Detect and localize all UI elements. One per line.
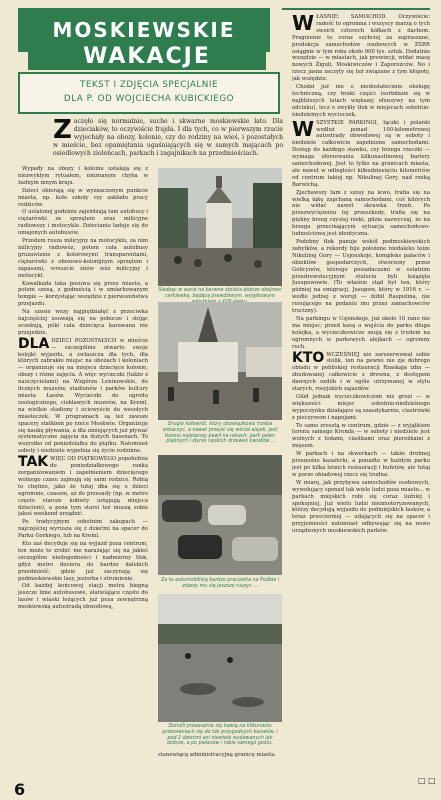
w1-dropcap: W <box>292 14 315 35</box>
right-para-5: Podobny tłok panuje wokół podmoskiewskich zabytków, a rekordy bije położone niedaleko teize Nikulinej Gory — Usjenskoje, kompleks pałaców i obiektów gospodarczych, stworzony przez Golicynów, którego posiadaczami w ostatnim przedrewolucyjnym stuleciu byli książęta Jusupowowie. (To właśnie stąd był ten, który później na emigracji, Jusupow, który w 1916 r. — wedle jednej z wersji — dobił Rasputina, nie rusującego na podaniu mu przez zamachowców trucizny). <box>292 239 430 315</box>
left-para-1: Wypady na obozy i kolonie ustalają się z niezwykłym rytuałem, nieznanym chyba w żadnym innym kraju. <box>18 166 148 186</box>
right-column <box>292 14 430 776</box>
lead-paragraph <box>53 115 283 158</box>
caption-1: Siedząc w aucie na barwne stoiska dobrze obejrzeć cerkiewkę, będącą prawdziwym, wyjątkowym <box>158 288 282 299</box>
photo-cars <box>158 455 282 575</box>
left-para-11: Od każdej końcowej stacji metra biegną jeszcze linie autobusowe, ułatwiające często do lasów i wiaski leżących już poza zewnętrzną moskiewską autostradą obwodową, <box>18 583 148 611</box>
caption-3: Za to automobilistą bardzo pracowita na Podbie i zdarzy mu się jeszcze ruszyć ... <box>160 578 280 589</box>
right-para-8: Głód jednak wycieczkowiczom nie grozi — w większości miejsc sobotnio-niedzielnego wypoczynku działające są szaszłykarnie, ciastrówki z pieczywem i napojami. <box>292 393 430 421</box>
right-para-3: SZYSTKIE PARKINGI, łączki i polanki wzdłuż ponad 100-kilometrowej autostrady obwodowej są w soboty i niedziele całkowicie zapełnione samochodami. Dostęp do każdego stawku, czy brzegu rzeczki — wymaga sforsowania kilkunastinowej bariery samochodowej. Jest to tylko na granicach miasta, ale nawet w odległości kilkudziesięciu kilometrów od centrum takiej np. Nikulinej Gory, nad rzeką Barwichą. <box>292 119 430 188</box>
title-line-1: MOSKIEWSKIE <box>52 18 236 42</box>
left-column <box>18 166 148 774</box>
caption-4: Dorośli przeważnie się bawią na kilkunastu przerwaniach się do tak przygodnych kanałów, i pod 2 dziećmi ani niewiele wydawanych jak dobrze, a po pielesów i takie samego gestu. <box>162 724 278 747</box>
left-para-6: Na szosie wozy najpiędziałęć z przeciwka najczęściej usuwają się na pobocze i stojąc oczekują, póki cała dziecięca karawana nie przejedzie. <box>18 309 148 336</box>
dla-dropcap: DLA <box>18 335 50 352</box>
left-para-3: O ustalonej godzinie zajeżdżają tam autobusy i ciężarówki ze sprzętem oraz milicyjne radiowozy i motocykle. Dziecianie ładuje się do umajonych autobusów. <box>18 209 148 237</box>
kto-dropcap: KTO <box>292 349 325 366</box>
right-para-10: W parkach i na skwerkach — także drobnej przenośne kasaferki, a ponadto w każdym parku jest po kilka letnich restauracji i bufetów, ale tutaj w porze obiadowej rzecz się trudna. <box>292 451 430 478</box>
mid-bottom-para-1: stanowiącą administracyjną granicę miasta. <box>158 752 277 758</box>
column-rule <box>282 8 430 10</box>
tak-dropcap: TAK <box>18 454 49 471</box>
caption-2: Drugie kołowrót, który obowiązkowo trzeba zobaczyć, a nawet przejść się wśród alejek, jest Ikeonu najstarszy pawił na rekach: park pełen pięknych i słynie rajskich drzewek kwiatów... <box>162 422 278 445</box>
left-para-9: Po tradycyjnym sobotnim zakupach — najczęściej wyrusza się z dziećmi na spacer do Parku Gorkiego, lub na Kreml. <box>18 519 148 540</box>
w2-dropcap: W <box>292 116 315 141</box>
right-para-1: ŁAŚNIE: SAMOCHÓD. Oczywiście: radość to ogromna i wszyscy marzą o tych swoich czterech kółkach z dachem. Pragnienie to coraz szybciej za zapraszane, produkcja samochodów osobowych w ZSRR osiągnie w tym roku około 900 tys. sztuk. Dodatnie wszędzie — w miastach, jak prowincji, widać masę nowych Żiguli, Moskiwiczów i Zaporożców. No i rzecz jasna zaczyty się też związane z tym kłopoty, jak wszędzie. <box>292 14 430 83</box>
left-para-4: Przodem rusza milicyjny na motocyklu, za nim milicyjny radiowóz, potem cała autobusy gruzawiznie z kolorowymi transparentami, ciężarówki z obozowo-kolonijnym sprzętem i zapasami, wreszcie znów wóz milicyjny i motocykl. <box>18 238 148 279</box>
left-para-5: Kawalkada taka posuwa się przez miasto, a potem szosą, z godnością i w umiarkowanym tempie — korzystając wszędzie z pierwszeństwa przejazdu. <box>18 280 148 308</box>
page-number: 6 <box>14 780 26 799</box>
right-para-4: Zjechawszy tam z szosy na lewo, trafia się na wielką łąkę zapchaną samochodami, coś kitórych nie widać nawet skrawka trzeń. Po przezwyciężeniu tej przeszkody, trafia się na piękny brzeg czystej rzeki, gdzie zazwyczaj, że na brzegu przecinającym sytuacja samochodowo-ludnościowa jest identyczna. <box>292 189 430 238</box>
left-para-8: WIĘC OD PIĄTKOWEGO popołudnia do poniedziałkowego ranka zorganizowaniem i zapełnieniem dziecięcego wolnego czasu zajmują się sami rodzice. Robią to chętnie, jako że tutaj dba się o dzieci ogromnie, czasem, aż do przesady (np. w metro często starsze kobiety ustępują miejsca dzieciom), a poza tym starsi też muszą sobie jakoś weekend urządzić. <box>18 456 148 518</box>
dropcap-spacer <box>18 118 50 148</box>
title-line-2: WAKACJE <box>83 43 211 69</box>
right-para-6: Na parkingu w Usjenskoje, już około 10 rano nie ma miejsc; przed kasą u wejścia do parku długa kolejka, a wycieczkowicze snują się z trudem na ogromnych w parkowych alejkach — ogromny ruch. <box>292 315 430 350</box>
title-banner-bottom <box>28 42 266 70</box>
left-para-10: Kto zaś decyduje się na wyjazd poza centrum, ten może to zrobić nie narażając się na jakieś szczególne niedogodności i nadmierny tłok, gdyż metro dociera do bardzo dalekich przedmieść, gdzie już zaczynają się podmoskiewskie lasy, jeziorka i strumienie. <box>18 541 148 582</box>
right-para-2: Chodzi już nie o niedostatecznie obsługę techniczną, czy braki części (sorbdazie się w najbliższych latach większej ofensywy na tym odcinku), lecz o zwykły tłok w miejscach sobotnio-niedzielnych wycieczek. <box>292 84 430 118</box>
end-mark: □ □ <box>418 776 436 785</box>
right-para-7: WCZEŚNIEJ nie zarezerwował sobie stolik, ten na pewno nie zje dobrego obiadu w pobliskiej restauracji Rzaskaja izba — zbudowanej całkowicie z drewna, z dostępem dawnych ozdób i w ogóle utrzymanej w stylu starych, rosyjskich zajazdów. <box>292 351 430 393</box>
left-para-7: DZIECI POZOSTAŁYCH w mieście — szczególnie otwarto swoje kolejki wyjazdu, a zwłaszcza dla tych, dla których zabrakło miejsc na obozach i koloniach — organizuje się na miejscu dziecięce kolonie, obozy i różne zajęcia. A więc wycieczki (także z nauczycielami) na Wzgórza Leninowskie, do licznych muzeów, stadionów i parków kultury miasta Łasów. Wycieczki do ogrodu zoologicznego, cieklawych muzeów, na Kreml, na wielkie stadiony i ociewyście do wesołych miasteczek. W programach są też zawsze spacery statkiem po rzece Moskwie. Organizuje się naukę pływania, a dla umiejących już pływać systematyczne zajęcia na dużych basenach. To wszystko od poniedziałku do piątku. Natomiast soboty i niedziele wypełnia się życie rodzinne. <box>18 337 148 455</box>
lead-text: aczęło się normalnie, suche i skwarne moskiewskie lato. Dla dzieciaków, to oczywiście frajda. I dla tych, co w pierwszym rzucie wyjechały na obozy, kolonie, czy do rodziny na wieś, i pozostałych w mieście, bez opamiętania ugaśniających się w samych mającach po osiedlowych zieleńcach, parkach i zagajnikach na przedmieściach. <box>53 118 283 157</box>
lead-dropcap: Z <box>53 115 72 145</box>
left-para-2: Dzieci obierają się w wyznaczonym punkcie miasta, np. koło szkoły czy zakładu pracy rodziców. <box>18 187 148 208</box>
right-para-9: To samo zresztą w centrum, gdzie — z wyjątkiem terenu samego Kremla — w soboty i niedziele jest wolnych z lodami, ciastkami oraz pierożkami z mięsem. <box>292 422 430 450</box>
byline-box <box>18 72 280 114</box>
photo-river <box>158 594 282 722</box>
photo-church-crowd <box>158 168 282 286</box>
mid-bottom-text <box>158 752 282 776</box>
photo-kolomenskoe <box>158 302 282 420</box>
byline-line-2: DLA P. OD WOJCIECHA KUBICKIEGO <box>63 94 235 104</box>
right-para-11: W miarę, jak przybywa samochodów osobowych, wywołujący sponad tak wiele ludzi poza miasto... w parkach miejskich robi się coraz luźniej i spokojniej. Już wielu ludzi niezmotoryzowanych, którzy decydują wyjazdu do podmiejskich lasków, a teraz przecierniej — udających się na spacer i przyjemności natomiast odbywając się na nowo urządzonych moskiewskich parków. <box>292 479 430 535</box>
byline-line-1: TEKST I ZDJĘCIA SPECJALNIE <box>79 80 219 90</box>
